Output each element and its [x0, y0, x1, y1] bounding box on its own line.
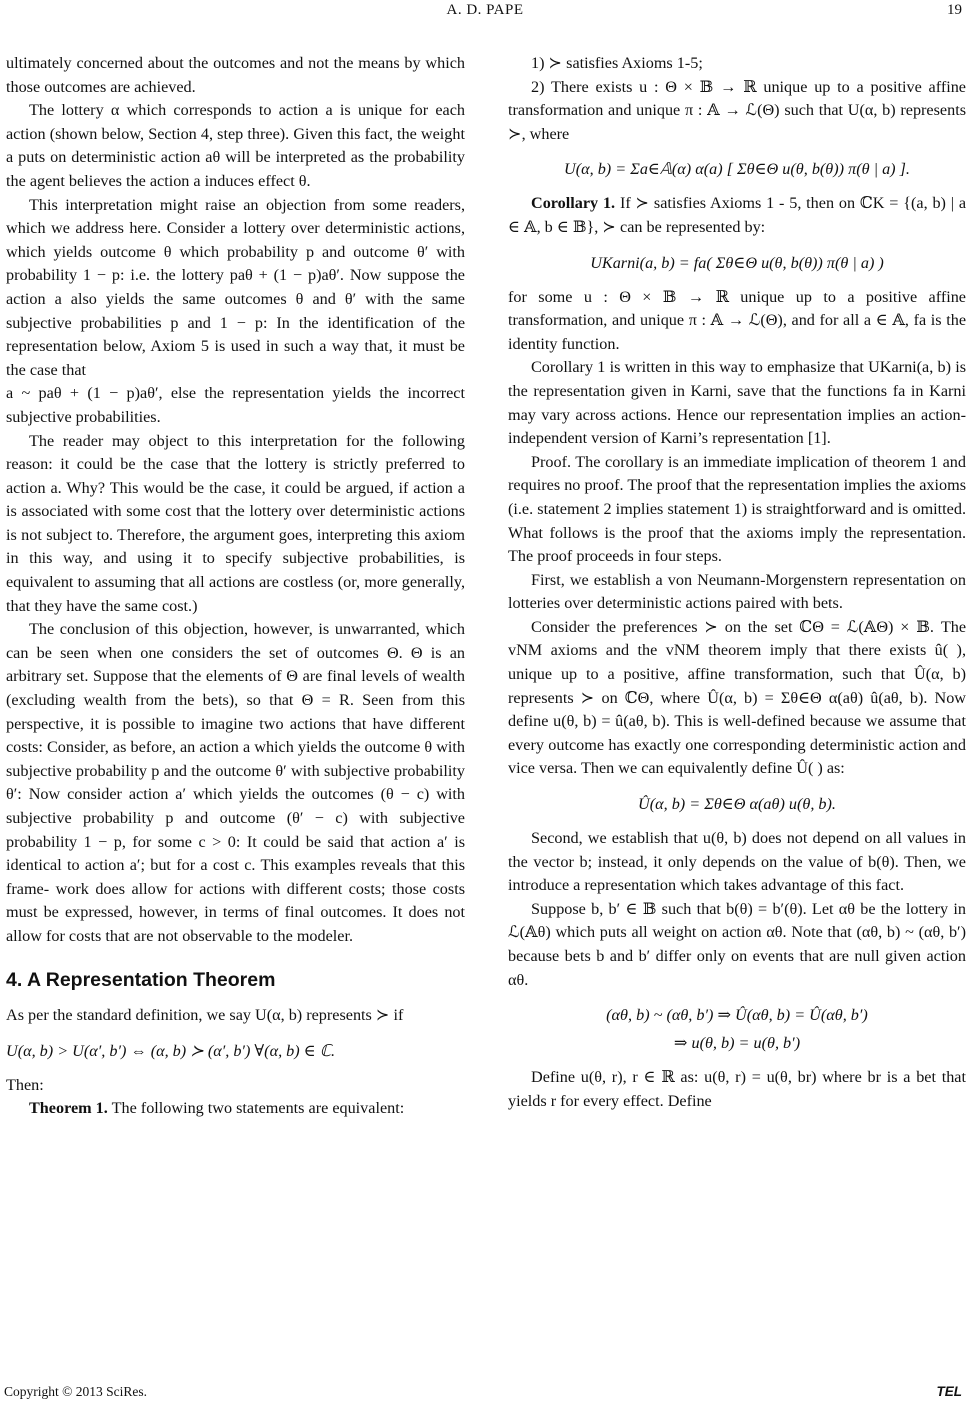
paragraph: Consider the preferences ≻ on the set ℂΘ = ℒ(𝔸Θ) × 𝔹. The vNM axioms and the vNM theorem imply that there exists û( ), unique up to a positive, affine transformation, such that Û(α, b) represents ≻ on ℂΘ, where Û(α, b) = Σθ∈Θ α(aθ) û(aθ, b). Now define u(θ, b) = û(aθ, b). This is well-defined because we assume that every outcome has exactly one corresponding deterministic action and vice versa. Then we can equivalently define Û( ) as:: [508, 617, 966, 778]
right-column: [508, 52, 966, 1113]
paragraph: Then:: [6, 1075, 44, 1094]
paragraph: As per the standard definition, we say U(α, b) represents ≻ if: [6, 1006, 404, 1025]
paragraph: The reader may object to this interpretation for the following reason: it could be the case that the lottery is strictly preferred to action a. Why? This would be the case, it could be argued, if action a is associated with some cost that the lottery over deterministic actions is not subject to. Therefore, the argument goes, interpreting this axiom in this way, and using it to specify subjective probabilities, is equivalent to assuming that all actions are costless (or, more generally, that they have the same cost.): [6, 431, 465, 615]
paragraph: Suppose b, b′ ∈ 𝔹 such that b(θ) = b′(θ). Let αθ be the lottery in ℒ(𝔸θ) which puts all weight on action αθ. Note that (αθ, b) ~ (αθ, b′) because bets b and b′ differ only on events that are null given action αθ.: [508, 899, 966, 989]
corollary-text: If ≻ satisfies Axioms 1 - 5, then on ℂK = {(a, b) | a ∈ 𝔸, b ∈ 𝔹}, ≻ can be represented by:: [508, 194, 967, 236]
equation: UKarni(a, b) = fa( Σθ∈Θ u(θ, b(θ)) π(θ | a) ): [590, 253, 884, 272]
paragraph: Corollary 1 is written in this way to emphasize that UKarni(a, b) is the representation given in Karni, save that the functions fa in Karni may vary across actions. Hence our representation implies an action-independent version of Karni’s representation [1].: [508, 358, 966, 448]
paragraph: Define u(θ, r), r ∈ ℝ as: u(θ, r) = u(θ, br) where br is a bet that yields r for every effect. Define: [508, 1068, 966, 1110]
statement-2: 2) There exists u : Θ × 𝔹 → ℝ unique up to a positive affine transformation and unique π : 𝔸 → ℒ(Θ) such that U(α, b) represents ≻, where: [508, 77, 966, 143]
theorem-text: The following two statements are equivalent:: [111, 1099, 405, 1118]
statement-1: 1) ≻ satisfies Axioms 1-5;: [531, 54, 703, 72]
theorem-label: Theorem 1.: [29, 1099, 108, 1118]
paragraph: Proof. The corollary is an immediate implication of theorem 1 and requires no proof. The proof that the representation implies the axioms (i.e. statement 2 implies statement 1) is straightforward and is omitted. What follows is the proof that the axioms imply the representation. The proof proceeds in four steps.: [508, 452, 966, 566]
equation: U(α, b) > U(α′, b′) ⇔ (α, b) ≻ (α′, b′) ∀(α, b) ∈ ℂ.: [6, 1041, 336, 1060]
left-column: [6, 52, 465, 1121]
paragraph: The conclusion of this objection, however, is unwarranted, which can be seen when one considers the set of outcomes Θ. Θ is an arbitrary set. Suppose that the elements of Θ are final levels of wealth (excluding wealth from the bets), so that Θ = R. Seen from this perspective, it is possible to imagine two actions that have different costs: Consider, as before, an action a which yields the outcome θ with subjective probability p and the outcome θ′ with subjective probability θ′: Now consider action a′ which yields the outcomes (θ − c) with subjective probability p and outcome (θ′ − c) with subjective probability 1 − p, for some c > 0: It could be said that action a′ is identical to action a′; but for a cost c. This examples reveals that this frame- work does allow for actions with different costs; those costs must be expressed, however, in terms of final outcomes. It does not allow for costs that are not observable to the modeler.: [6, 620, 465, 945]
equation: ⇒ u(θ, b) = u(θ, b′): [673, 1034, 801, 1053]
copyright: Copyright © 2013 SciRes.: [4, 1384, 148, 1399]
corollary-statement: [508, 192, 966, 239]
page-footer: [0, 1384, 970, 1404]
paragraph: Second, we establish that u(θ, b) does not depend on all values in the vector b; instead, it only depends on the value of b(θ). Then, we introduce a representation which takes advantage of this fact.: [508, 829, 966, 895]
paragraph: This interpretation might raise an objection from some readers, which we address here. Consider a lottery over deterministic actions, which yields outcome θ which probability p and outcome θ′ with probability 1 − p: i.e. the lottery paθ + (1 − p)aθ′. Now suppose the action a also yields the same outcomes θ and θ′ with the same subjective probabilities p and 1 − p: In the identification of the representation below, Axiom 5 is used in such a way that, it must be the case that: [6, 195, 465, 379]
page-header: [0, 2, 970, 22]
corollary-label: Corollary 1.: [531, 194, 616, 213]
equation: Û(α, b) = Σθ∈Θ α(aθ) u(θ, b).: [638, 795, 836, 814]
equation: U(α, b) = Σa∈𝔸(α) α(a) [ Σθ∈Θ u(θ, b(θ)) π(θ | a) ].: [564, 160, 910, 179]
running-author: A. D. PAPE: [446, 2, 524, 18]
page-number: 19: [947, 2, 962, 18]
equation: (αθ, b) ~ (αθ, b′) ⇒ Û(αθ, b) = Û(αθ, b′): [606, 1006, 868, 1025]
paragraph: The lottery α which corresponds to action a is unique for each action (shown below, Section 4, step three). Given this fact, the weight a puts on deterministic action aθ will be interpreted as the probability the agent believes the action a induces effect θ.: [6, 101, 465, 190]
paragraph: First, we establish a von Neumann-Morgenstern representation on lotteries over deterministic actions paired with bets.: [508, 570, 966, 613]
section-heading: 4. A Representation Theorem: [6, 968, 276, 991]
paragraph: ultimately concerned about the outcomes and not the means by which those outcomes are achieved.: [6, 54, 465, 96]
journal-name: TEL: [936, 1384, 962, 1399]
paragraph: for some u : Θ × 𝔹 → ℝ unique up to a positive affine transformation, and unique π : 𝔸 → ℒ(Θ), and for all a ∈ 𝔸, fa is the identity function.: [508, 287, 966, 353]
paragraph: a ~ paθ + (1 − p)aθ′, else the representation yields the incorrect subjective probabilities.: [6, 384, 465, 426]
theorem-statement: [6, 1097, 465, 1121]
